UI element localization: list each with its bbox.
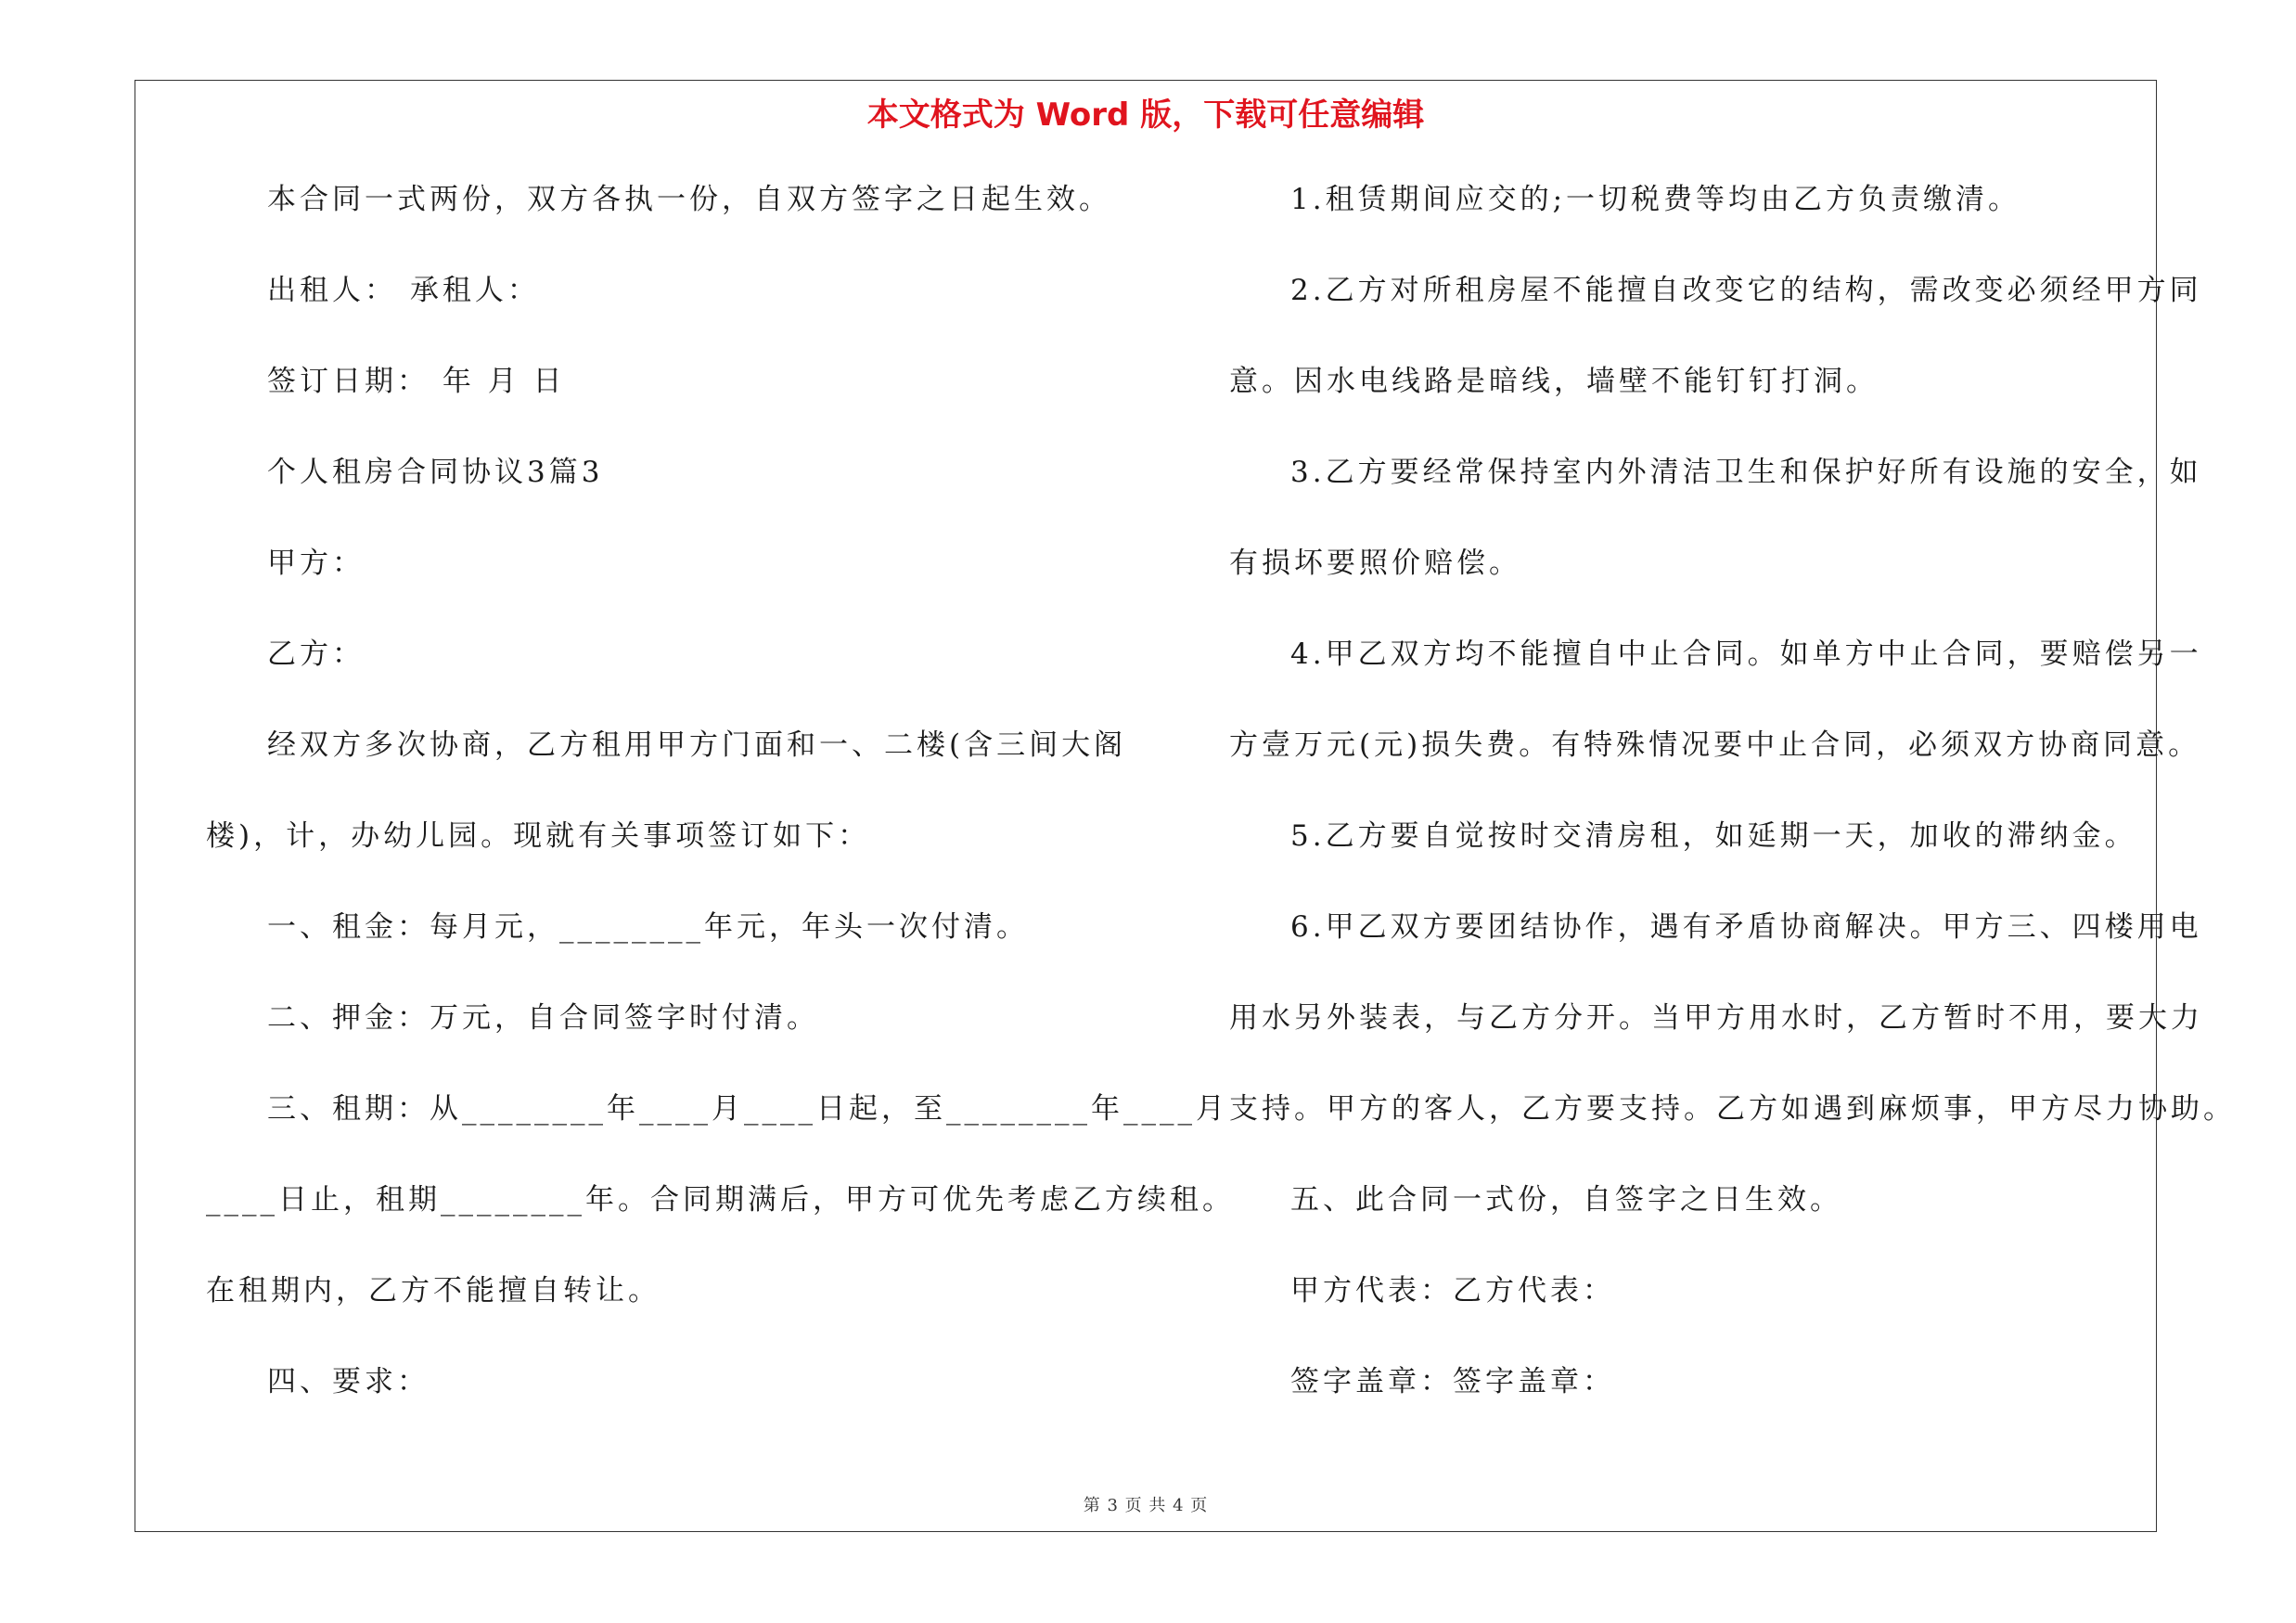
right-line: 有损坏要照价赔偿。 [1229,547,1521,580]
right-line: 支持。甲方的客人，乙方要支持。乙方如遇到麻烦事，甲方尽力协助。 [1229,1092,2236,1126]
right-line: 4.甲乙双方均不能擅自中止合同。如单方中止合同，要赔偿另一 [1290,638,2202,671]
page-number: 第 3 页 共 4 页 [1083,1496,1209,1515]
left-line: 二、押金：万元，自合同签字时付清。 [267,1001,819,1035]
left-line: 楼)，计，办幼儿园。现就有关事项签订如下： [206,819,871,853]
signature-line: 甲方代表：乙方代表： [1290,1274,1615,1307]
right-line: 2.乙方对所租房屋不能擅自改变它的结构，需改变必须经甲方同 [1290,274,2202,307]
format-notice-banner: 本文格式为 Word 版，下载可任意编辑 [866,97,1425,134]
left-line: 一、租金：每月元，________年元，年头一次付清。 [267,910,1029,944]
left-line: 甲方： [267,547,365,580]
left-line: 经双方多次协商，乙方租用甲方门面和一、二楼(含三间大阁 [267,728,1127,762]
left-line: ____日止，租期________年。合同期满后，甲方可优先考虑乙方续租。 [206,1183,1235,1217]
right-line: 6.甲乙双方要团结协作，遇有矛盾协商解决。甲方三、四楼用电 [1290,910,2202,944]
right-line: 5.乙方要自觉按时交清房租，如延期一天，加收的滞纳金。 [1290,819,2137,853]
right-line: 五、此合同一式份，自签字之日生效。 [1290,1183,1842,1217]
left-line: 签订日期： 年 月 日 [267,365,566,398]
left-line: 本合同一式两份，双方各执一份，自双方签字之日起生效。 [267,183,1111,216]
left-line: 三、租期：从________年____月____日起，至________年____月 [267,1092,1228,1126]
right-line: 用水另外装表，与乙方分开。当甲方用水时，乙方暂时不用，要大力 [1229,1001,2203,1035]
left-line: 在租期内，乙方不能擅自转让。 [206,1274,661,1307]
right-line: 1.租赁期间应交的;一切税费等均由乙方负责缴清。 [1290,183,2021,216]
right-line: 方壹万元(元)损失费。有特殊情况要中止合同，必须双方协商同意。 [1229,728,2201,762]
left-line: 乙方： [267,638,365,671]
section-title: 个人租房合同协议3篇3 [267,456,604,489]
left-line: 出租人： 承租人： [267,274,540,307]
signature-line: 签字盖章：签字盖章： [1290,1365,1615,1398]
right-line: 意。因水电线路是暗线，墙壁不能钉钉打洞。 [1229,365,1879,398]
left-line: 四、要求： [267,1365,430,1398]
right-line: 3.乙方要经常保持室内外清洁卫生和保护好所有设施的安全，如 [1290,456,2202,489]
